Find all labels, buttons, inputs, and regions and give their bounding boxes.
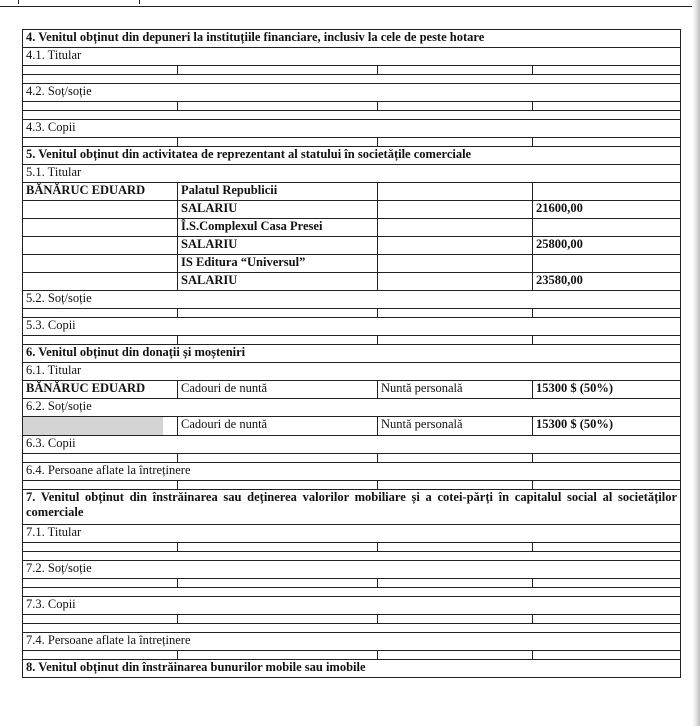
cell xyxy=(178,66,378,75)
cell xyxy=(533,183,681,201)
section-4-2-label: 4.2. Soț/soție xyxy=(23,84,681,102)
cell xyxy=(23,75,681,84)
section-6-2-label: 6.2. Soț/soție xyxy=(23,399,681,417)
cell xyxy=(378,273,533,291)
cell xyxy=(23,237,178,255)
cell xyxy=(178,651,378,660)
cell xyxy=(23,543,178,552)
cell xyxy=(178,102,378,111)
cell xyxy=(378,615,533,624)
cell xyxy=(378,543,533,552)
cell xyxy=(378,481,533,490)
cell xyxy=(23,219,178,237)
top-rule xyxy=(0,0,700,7)
cell xyxy=(23,66,178,75)
cell xyxy=(178,454,378,463)
section-5-2-label: 5.2. Soț/soție xyxy=(23,291,681,309)
section-7-2-label: 7.2. Soț/soție xyxy=(23,561,681,579)
cell xyxy=(23,102,178,111)
section-7-1-label: 7.1. Titular xyxy=(23,525,681,543)
entry-type: SALARIU xyxy=(178,201,378,219)
section-6-title: 6. Venitul obținut din donații și moșteniri xyxy=(23,345,681,363)
cell xyxy=(378,336,533,345)
section-7-title: 7. Venitul obținut din înstrăinarea sau deținerea valorilor mobiliare și a cotei-părți în capitalul social al societăților comerciale xyxy=(23,490,681,525)
cell xyxy=(533,481,681,490)
cell xyxy=(378,579,533,588)
cell xyxy=(378,219,533,237)
cell xyxy=(533,138,681,147)
cell xyxy=(23,111,681,120)
cell xyxy=(178,138,378,147)
cell xyxy=(178,309,378,318)
redacted-name-cell xyxy=(23,417,178,436)
cell xyxy=(533,651,681,660)
cell xyxy=(23,273,178,291)
cell xyxy=(378,454,533,463)
section-6-1-label: 6.1. Titular xyxy=(23,363,681,381)
gift-type: Cadouri de nuntă xyxy=(178,381,378,399)
cell xyxy=(178,543,378,552)
entry-org: Î.S.Complexul Casa Presei xyxy=(178,219,378,237)
section-6-4-label: 6.4. Persoane aflate la întreținere xyxy=(23,463,681,481)
cell xyxy=(378,66,533,75)
cell xyxy=(23,588,681,597)
section-4-1-label: 4.1. Titular xyxy=(23,48,681,66)
cell xyxy=(533,579,681,588)
cell xyxy=(533,615,681,624)
cell xyxy=(178,481,378,490)
entry-amount: 25800,00 xyxy=(533,237,681,255)
cell xyxy=(178,615,378,624)
cell xyxy=(23,615,178,624)
entry-org: IS Editura “Universul” xyxy=(178,255,378,273)
cell xyxy=(533,102,681,111)
cell xyxy=(23,579,178,588)
cell xyxy=(533,336,681,345)
section-7-3-label: 7.3. Copii xyxy=(23,597,681,615)
cell xyxy=(533,66,681,75)
entry-amount: 23580,00 xyxy=(533,273,681,291)
scan-edge-shadow xyxy=(692,0,700,726)
cell xyxy=(378,255,533,273)
cell xyxy=(23,138,178,147)
cell xyxy=(23,454,178,463)
cell xyxy=(533,543,681,552)
entry-type: SALARIU xyxy=(178,237,378,255)
cell xyxy=(23,624,681,633)
cell xyxy=(178,579,378,588)
cell xyxy=(533,309,681,318)
section-4-3-label: 4.3. Copii xyxy=(23,120,681,138)
gift-amount: 15300 $ (50%) xyxy=(533,381,681,399)
cell xyxy=(23,309,178,318)
cell xyxy=(378,651,533,660)
cell xyxy=(23,336,178,345)
spouse-gift-amount: 15300 $ (50%) xyxy=(533,417,681,436)
income-declaration-table xyxy=(22,29,681,678)
section-6-3-label: 6.3. Copii xyxy=(23,436,681,454)
cell xyxy=(23,552,681,561)
cell xyxy=(378,309,533,318)
cell xyxy=(378,183,533,201)
cell xyxy=(533,454,681,463)
titular-name: BĂNĂRUC EDUARD xyxy=(23,381,178,399)
cell xyxy=(533,219,681,237)
cell xyxy=(23,255,178,273)
cell xyxy=(378,237,533,255)
section-8-title: 8. Venitul obținut din înstrăinarea bunurilor mobile sau imobile xyxy=(23,660,681,678)
entry-type: SALARIU xyxy=(178,273,378,291)
cell xyxy=(533,255,681,273)
section-7-4-label: 7.4. Persoane aflate la întreținere xyxy=(23,633,681,651)
entry-amount: 21600,00 xyxy=(533,201,681,219)
entry-org: Palatul Republicii xyxy=(178,183,378,201)
cell xyxy=(23,481,178,490)
spouse-gift-type: Cadouri de nuntă xyxy=(178,417,378,436)
section-5-1-label: 5.1. Titular xyxy=(23,165,681,183)
cell xyxy=(178,336,378,345)
cell xyxy=(378,138,533,147)
section-5-3-label: 5.3. Copii xyxy=(23,318,681,336)
spouse-gift-occasion: Nuntă personală xyxy=(378,417,533,436)
section-5-title: 5. Venitul obținut din activitatea de reprezentant al statului în societățile comerciale xyxy=(23,147,681,165)
titular-name: BĂNĂRUC EDUARD xyxy=(23,183,178,201)
cell xyxy=(23,651,178,660)
cell xyxy=(378,201,533,219)
section-4-title: 4. Venitul obținut din depuneri la instituțiile financiare, inclusiv la cele de peste hotare xyxy=(23,30,681,48)
top-rule-box xyxy=(18,0,140,4)
gift-occasion: Nuntă personală xyxy=(378,381,533,399)
cell xyxy=(378,102,533,111)
cell xyxy=(23,201,178,219)
redacted-name xyxy=(23,417,163,435)
